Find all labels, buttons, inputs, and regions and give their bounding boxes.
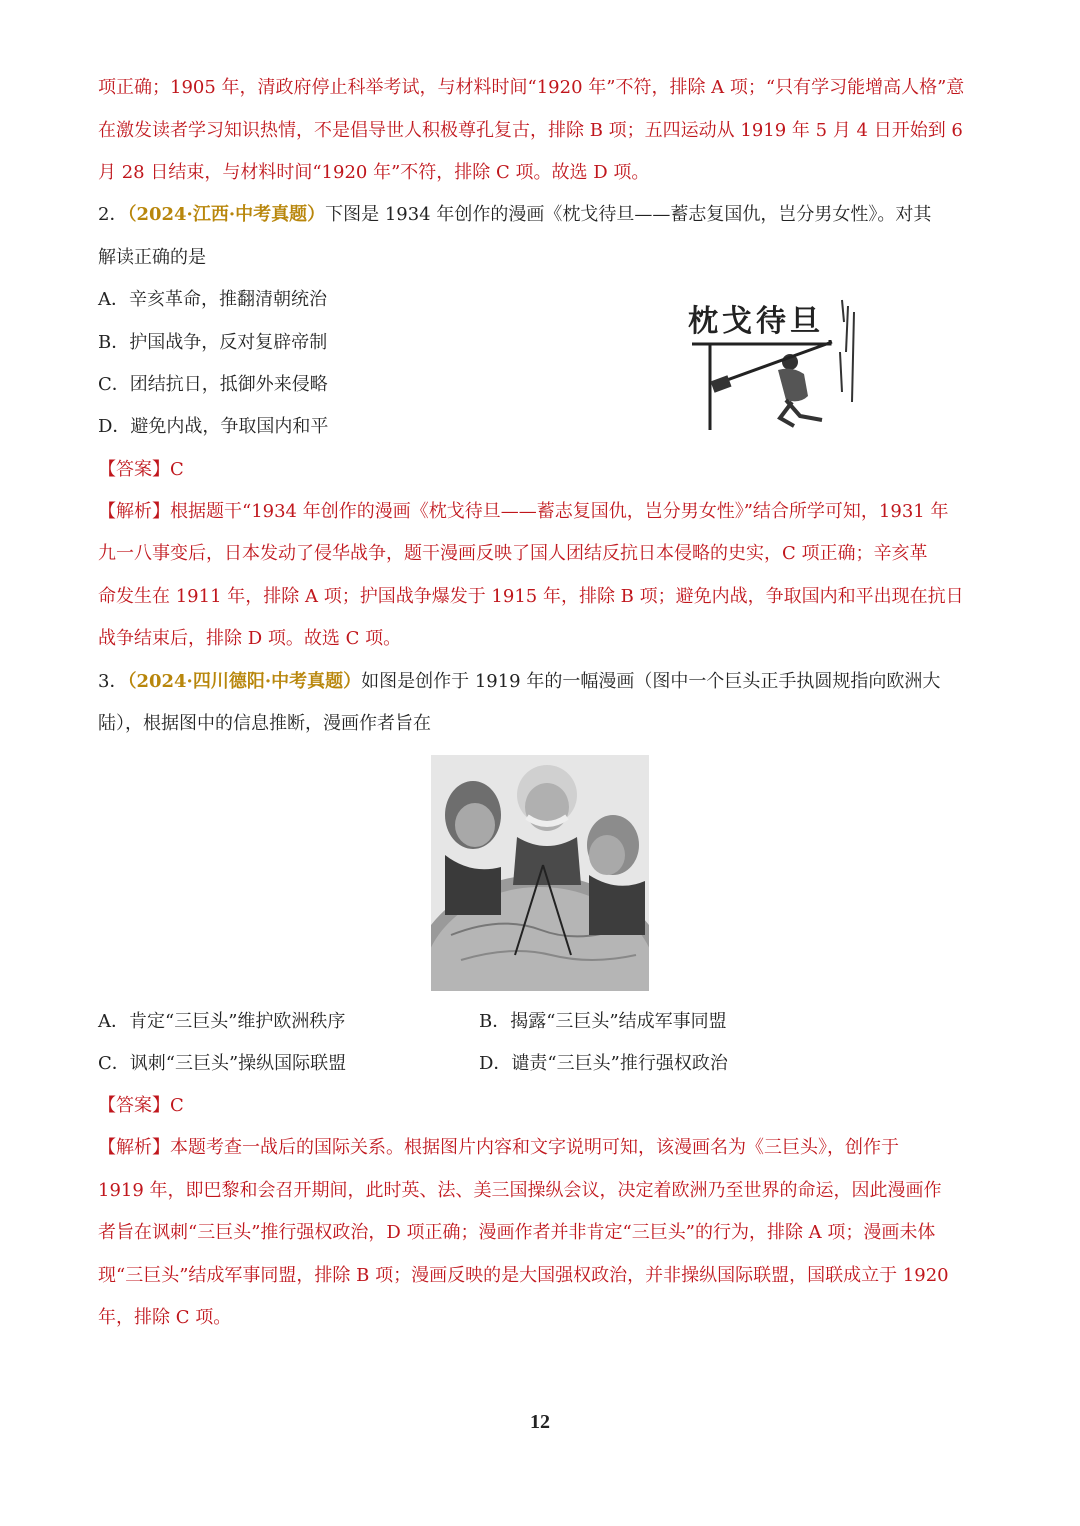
big-three-cartoon-image	[431, 755, 649, 991]
q3-option-c[interactable]: C．讽刺“三巨头”操纵国际联盟	[98, 1053, 347, 1074]
q3-number: 3．	[98, 671, 128, 692]
q3-option-d[interactable]: D．谴责“三巨头”推行强权政治	[479, 1053, 728, 1074]
q3-stem-line-1	[98, 669, 988, 695]
q2-stem-line-1	[98, 202, 988, 228]
big-three-drawing	[431, 755, 649, 991]
cartoon-title-text: 枕戈待旦	[688, 304, 824, 339]
q2-answer	[98, 457, 988, 483]
q3-stem-text: 如图是创作于 1919 年的一幅漫画（图中一个巨头正手执圆规指向欧洲大	[361, 671, 941, 692]
q3-stem-line-2: 陆），根据图中的信息推断，漫画作者旨在	[98, 713, 431, 734]
q3-analysis-line-4: 现“三巨头”结成军事同盟，排除 B 项；漫画反映的是大国强权政治，并非操纵国际联盟，国联成立于 1920	[98, 1265, 949, 1286]
q3-analysis-line-3: 者旨在讽刺“三巨头”推行强权政治，D 项正确；漫画作者并非肯定“三巨头”的行为，排除 A 项；漫画未体	[98, 1222, 936, 1243]
q3-option-a[interactable]: A．肯定“三巨头”维护欧洲秩序	[98, 1011, 346, 1032]
q2-stem-line-2: 解读正确的是	[98, 247, 206, 268]
prev-explanation-line-1: 项正确；1905 年，清政府停止科举考试，与材料时间“1920 年”不符，排除 A 项；“只有学习能增高人格”意	[98, 77, 965, 98]
q2-analysis-line-4: 战争结束后，排除 D 项。故选 C 项。	[98, 628, 402, 649]
q3-analysis-text-1: 本题考查一战后的国际关系。根据图片内容和文字说明可知，该漫画名为《三巨头》，创作于	[170, 1137, 899, 1158]
q2-analysis-line-1	[98, 499, 988, 525]
q2-option-a[interactable]: A．辛亥革命，推翻清朝统治	[98, 289, 327, 310]
q2-analysis-line-3: 命发生在 1911 年，排除 A 项；护国战争爆发于 1915 年，排除 B 项；避免内战，争取国内和平出现在抗日	[98, 586, 964, 607]
q3-answer	[98, 1093, 988, 1119]
q3-answer-value: C	[170, 1095, 184, 1116]
q2-number: 2．	[98, 204, 128, 225]
q2-answer-value: C	[170, 459, 184, 480]
q2-analysis-text-1: 根据题干“1934 年创作的漫画《枕戈待旦——蓄志复国仇，岂分男女性》”结合所学可知，1931 年	[170, 501, 949, 522]
q2-answer-label: 【答案】	[98, 459, 170, 480]
q3-analysis-line-2: 1919 年，即巴黎和会召开期间，此时英、法、美三国操纵会议，决定着欧洲乃至世界的命运，因此漫画作	[98, 1180, 942, 1201]
page-number: 12	[530, 1411, 550, 1433]
q2-source: （2024·江西·中考真题）	[127, 204, 326, 225]
prev-explanation-line-2: 在激发读者学习知识热情，不是倡导世人积极尊孔复古，排除 B 项；五四运动从 1919 年 5 月 4 日开始到 6	[98, 120, 963, 141]
cartoon-zhenge-daidan-image	[682, 292, 864, 434]
q2-analysis-label: 【解析】	[98, 501, 170, 522]
q3-answer-label: 【答案】	[98, 1095, 170, 1116]
q2-option-d[interactable]: D．避免内战，争取国内和平	[98, 416, 329, 437]
q3-analysis-line-5: 年，排除 C 项。	[98, 1307, 232, 1328]
q3-analysis-label: 【解析】	[98, 1137, 170, 1158]
q2-option-c[interactable]: C．团结抗日，抵御外来侵略	[98, 374, 328, 395]
q3-analysis-line-1	[98, 1135, 988, 1161]
q3-option-b[interactable]: B．揭露“三巨头”结成军事同盟	[479, 1011, 727, 1032]
q2-analysis-line-2: 九一八事变后，日本发动了侵华战争，题干漫画反映了国人团结反抗日本侵略的史实，C 项正确；辛亥革	[98, 543, 928, 564]
prev-explanation-line-3: 月 28 日结束，与材料时间“1920 年”不符，排除 C 项。故选 D 项。	[98, 162, 650, 183]
q2-option-b[interactable]: B．护国战争，反对复辟帝制	[98, 332, 328, 353]
q3-source: （2024·四川德阳·中考真题）	[127, 671, 362, 692]
q2-stem-text: 下图是 1934 年创作的漫画《枕戈待旦——蓄志复国仇，岂分男女性》。对其	[325, 204, 932, 225]
